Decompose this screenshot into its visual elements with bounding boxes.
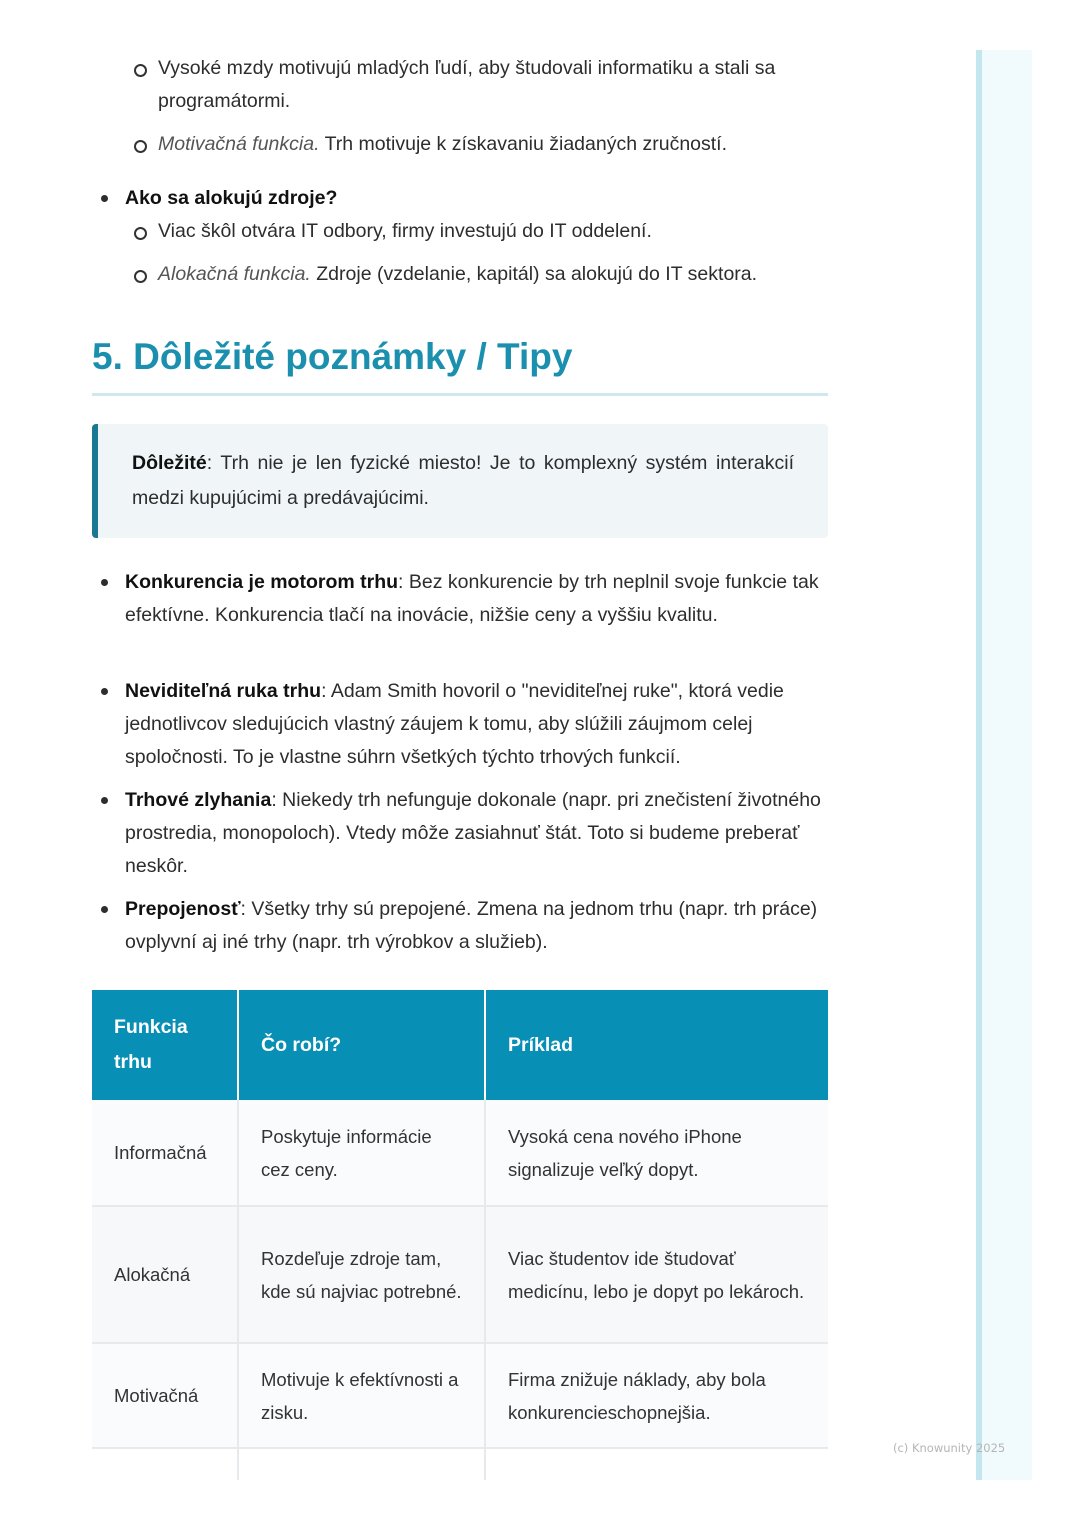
tip-text: : Adam Smith hovoril o "neviditeľnej ruke", ktorá vedie jednotlivcov sledujúcich vlastný záujem k tomu, aby slúžili záujmom celej spoločnosti. To je vlastne súhrn všetkých týchto trhových funkcií. (125, 680, 784, 768)
subitem-italic: Alokačná funkcia. (158, 263, 311, 285)
list-subitem (158, 215, 838, 248)
subitem-text: Zdroje (vzdelanie, kapitál) sa alokujú do IT sektora. (310, 263, 758, 285)
subitem-text: Trh motivuje k získavaniu žiadaných zručností. (319, 133, 728, 155)
section-divider (92, 393, 828, 396)
subitem-text: Viac škôl otvára IT odbory, firmy investujú do IT oddelení. (158, 220, 652, 242)
section-title: 5. Dôležité poznámky / Tipy (92, 336, 573, 377)
important-callout (92, 424, 828, 538)
table-cell: Vysoká cena nového iPhone signalizuje veľký dopyt. (485, 1100, 828, 1206)
table-header-cell: Príklad (485, 990, 828, 1100)
tip-text: : Niekedy trh nefunguje dokonale (napr. pri znečistení životného prostredia, monopoloch). Vtedy môže zasiahnuť štát. Toto si budeme preberať neskôr. (125, 789, 821, 877)
table-row (92, 1100, 828, 1206)
list-item (125, 784, 825, 883)
table-header-cell: Čo robí? (238, 990, 485, 1100)
callout-label: Dôležité (132, 452, 207, 474)
tip-label: Konkurencia je motorom trhu (125, 571, 399, 593)
table-cell: Poskytuje informácie cez ceny. (238, 1100, 485, 1206)
table-cell: Rozdeľuje zdroje tam, kde sú najviac potrebné. (238, 1206, 485, 1343)
subitem-italic: Motivačná funkcia. (158, 133, 320, 155)
table-cell: Motivačná (92, 1343, 238, 1448)
table-header-cell: Funkcia trhu (92, 990, 238, 1100)
table-cell: Viac študentov ide študovať medicínu, lebo je dopyt po lekároch. (485, 1206, 828, 1343)
market-functions-table (92, 990, 828, 1480)
table-cell: Motivuje k efektívnosti a zisku. (238, 1343, 485, 1448)
list-item (125, 893, 825, 959)
list-item (125, 182, 825, 215)
list-subitem (158, 52, 838, 118)
list-item (125, 566, 825, 632)
sidebar-accent-line (976, 50, 982, 1480)
subitem-text: Vysoké mzdy motivujú mladých ľudí, aby študovali informatiku a stali sa programátormi. (158, 57, 776, 112)
tip-text: : Bez konkurencie by trh neplnil svoje funkcie tak efektívne. Konkurencia tlačí na inovácie, nižšie ceny a vyššiu kvalitu. (125, 571, 819, 626)
table-cell (238, 1448, 485, 1480)
table-cell (485, 1448, 828, 1480)
table-cell (92, 1448, 238, 1480)
question-label: Ako sa alokujú zdroje? (125, 187, 338, 209)
tip-label: Neviditeľná ruka trhu (125, 680, 322, 702)
list-item (125, 675, 825, 774)
list-subitem (158, 128, 838, 161)
tip-label: Prepojenosť (125, 898, 241, 920)
table-cell: Firma znižuje náklady, aby bola konkurencieschopnejšia. (485, 1343, 828, 1448)
list-subitem (158, 258, 838, 291)
table-header-row (92, 990, 828, 1100)
table-cell: Alokačná (92, 1206, 238, 1343)
table-row (92, 1343, 828, 1448)
sidebar-strip (976, 50, 1032, 1480)
table-row (92, 1206, 828, 1343)
table-row-partial (92, 1448, 828, 1480)
callout-text: : Trh nie je len fyzické miesto! Je to komplexný systém interakcií medzi kupujúcimi a predávajúcimi. (132, 452, 794, 509)
table-cell: Informačná (92, 1100, 238, 1206)
tip-text: : Všetky trhy sú prepojené. Zmena na jednom trhu (napr. trh práce) ovplyvní aj iné trhy (napr. trh výrobkov a služieb). (125, 898, 818, 953)
tip-label: Trhové zlyhania (125, 789, 272, 811)
copyright-watermark: (c) Knowunity 2025 (893, 1441, 1006, 1455)
